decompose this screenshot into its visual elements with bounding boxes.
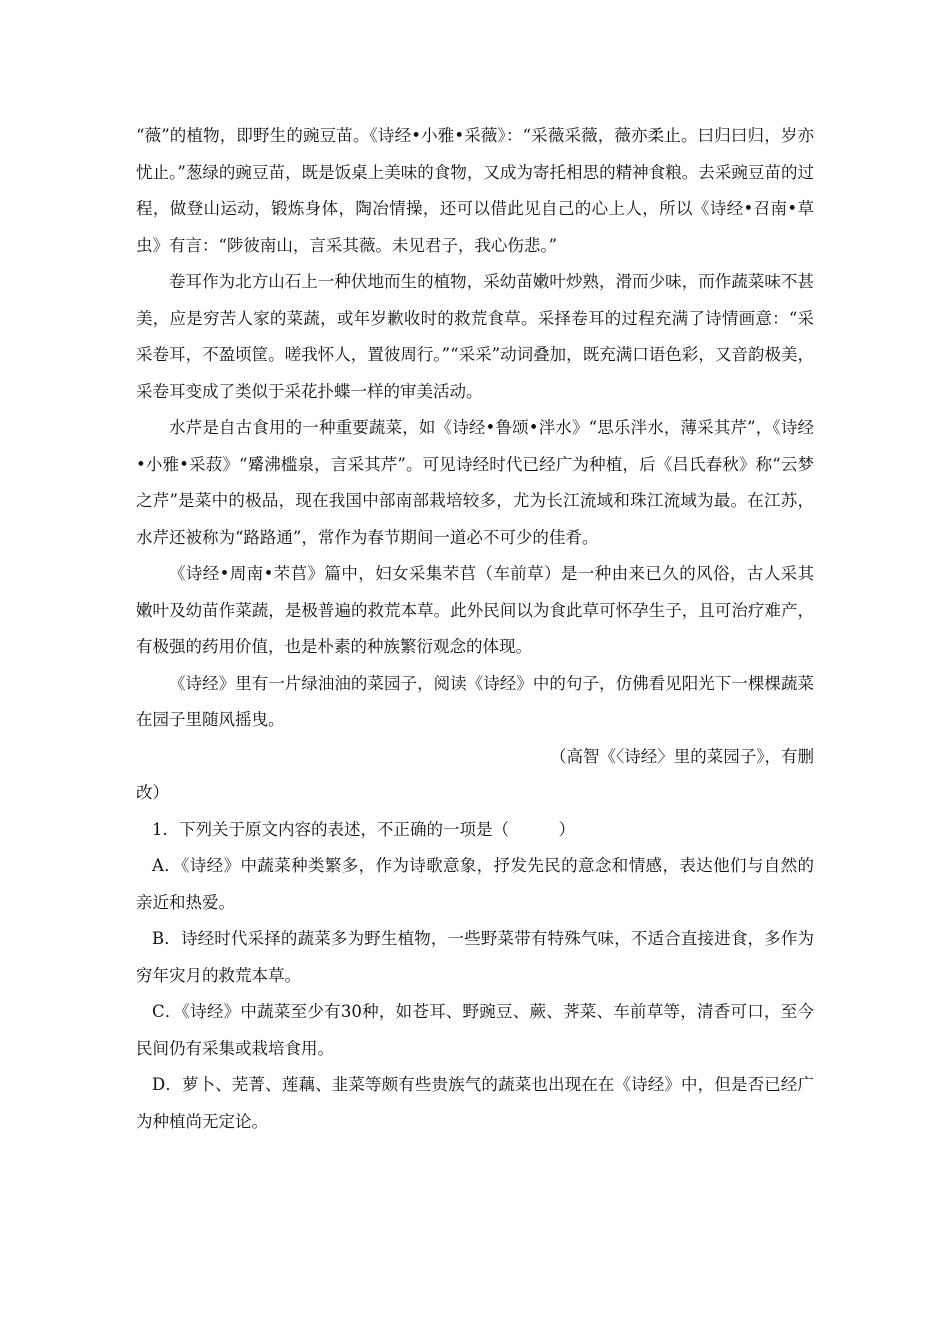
option-d: D．萝卜、芜菁、莲藕、韭菜等颇有些贵族气的蔬菜也出现在在《诗经》中，但是否已经广为种植尚无定论。 — [136, 1075, 814, 1131]
option-c: C．《诗经》中蔬菜至少有30种，如苍耳、野豌豆、蕨、荠菜、车前草等，清香可口，至今民间仍有采集或栽培食用。 — [136, 1002, 814, 1058]
document-page — [136, 118, 814, 1140]
source-citation — [136, 739, 814, 812]
paragraph-fuyi: 《诗经•周南•芣苢》篇中，妇女采集芣苢（车前草）是一种由来已久的风俗，古人采其嫩叶及幼苗作菜蔬，是极普遍的救荒本草。此外民间以为食此草可怀孕生子，且可治疗难产，有极强的药用价值，也是朴素的种族繁衍观念的体现。 — [136, 564, 814, 656]
option-b: B．诗经时代采择的蔬菜多为野生植物，一些野菜带有特殊气味，不适合直接进食，多作为穷年灾月的救荒本草。 — [136, 929, 814, 985]
question-stem: 1．下列关于原文内容的表述，不正确的一项是（ ） — [152, 819, 575, 839]
source-citation-line1: （高智《〈诗经〉里的菜园子》，有删 — [550, 746, 814, 766]
option-a: A．《诗经》中蔬菜种类繁多，作为诗歌意象，抒发先民的意念和情感，表达他们与自然的亲近和热爱。 — [136, 856, 814, 912]
source-citation-line2: 改） — [136, 783, 169, 802]
paragraph-conclusion: 《诗经》里有一片绿油油的菜园子，阅读《诗经》中的句子，仿佛看见阳光下一棵棵蔬菜在园子里随风摇曳。 — [136, 673, 814, 729]
paragraph-wei: “薇”的植物，即野生的豌豆苗。《诗经•小雅•采薇》：“采薇采薇，薇亦柔止。曰归曰归，岁亦忧止。”葱绿的豌豆苗，既是饭桌上美味的食物，又成为寄托相思的精神食粮。去采豌豆苗的过程，做登山运动，锻炼身体，陶冶情操，还可以借此见自己的心上人，所以《诗经•召南•草虫》有言：“陟彼南山，言采其薇。未见君子，我心伤悲。” — [136, 126, 814, 255]
paragraph-shuiqin: 水芹是自古食用的一种重要蔬菜，如《诗经•鲁颂•泮水》“思乐泮水，薄采其芹”，《诗经•小雅•采菽》“觱沸槛泉，言采其芹”。可见诗经时代已经广为种植，后《吕氏春秋》称“云梦之芹”是菜中的极品，现在我国中部南部栽培较多，尤为长江流域和珠江流域为最。在江苏，水芹还被称为“路路通”，常作为春节期间一道必不可少的佳肴。 — [136, 418, 814, 547]
paragraph-juaner: 卷耳作为北方山石上一种伏地而生的植物，采幼苗嫩叶炒熟，滑而少味，而作蔬菜味不甚美，应是穷苦人家的菜蔬，或年岁歉收时的救荒食草。采择卷耳的过程充满了诗情画意：“采采卷耳，不盈顷筐。嗟我怀人，置彼周行。”“采采”动词叠加，既充满口语色彩，又音韵极美，采卷耳变成了类似于采花扑蝶一样的审美活动。 — [136, 272, 814, 401]
